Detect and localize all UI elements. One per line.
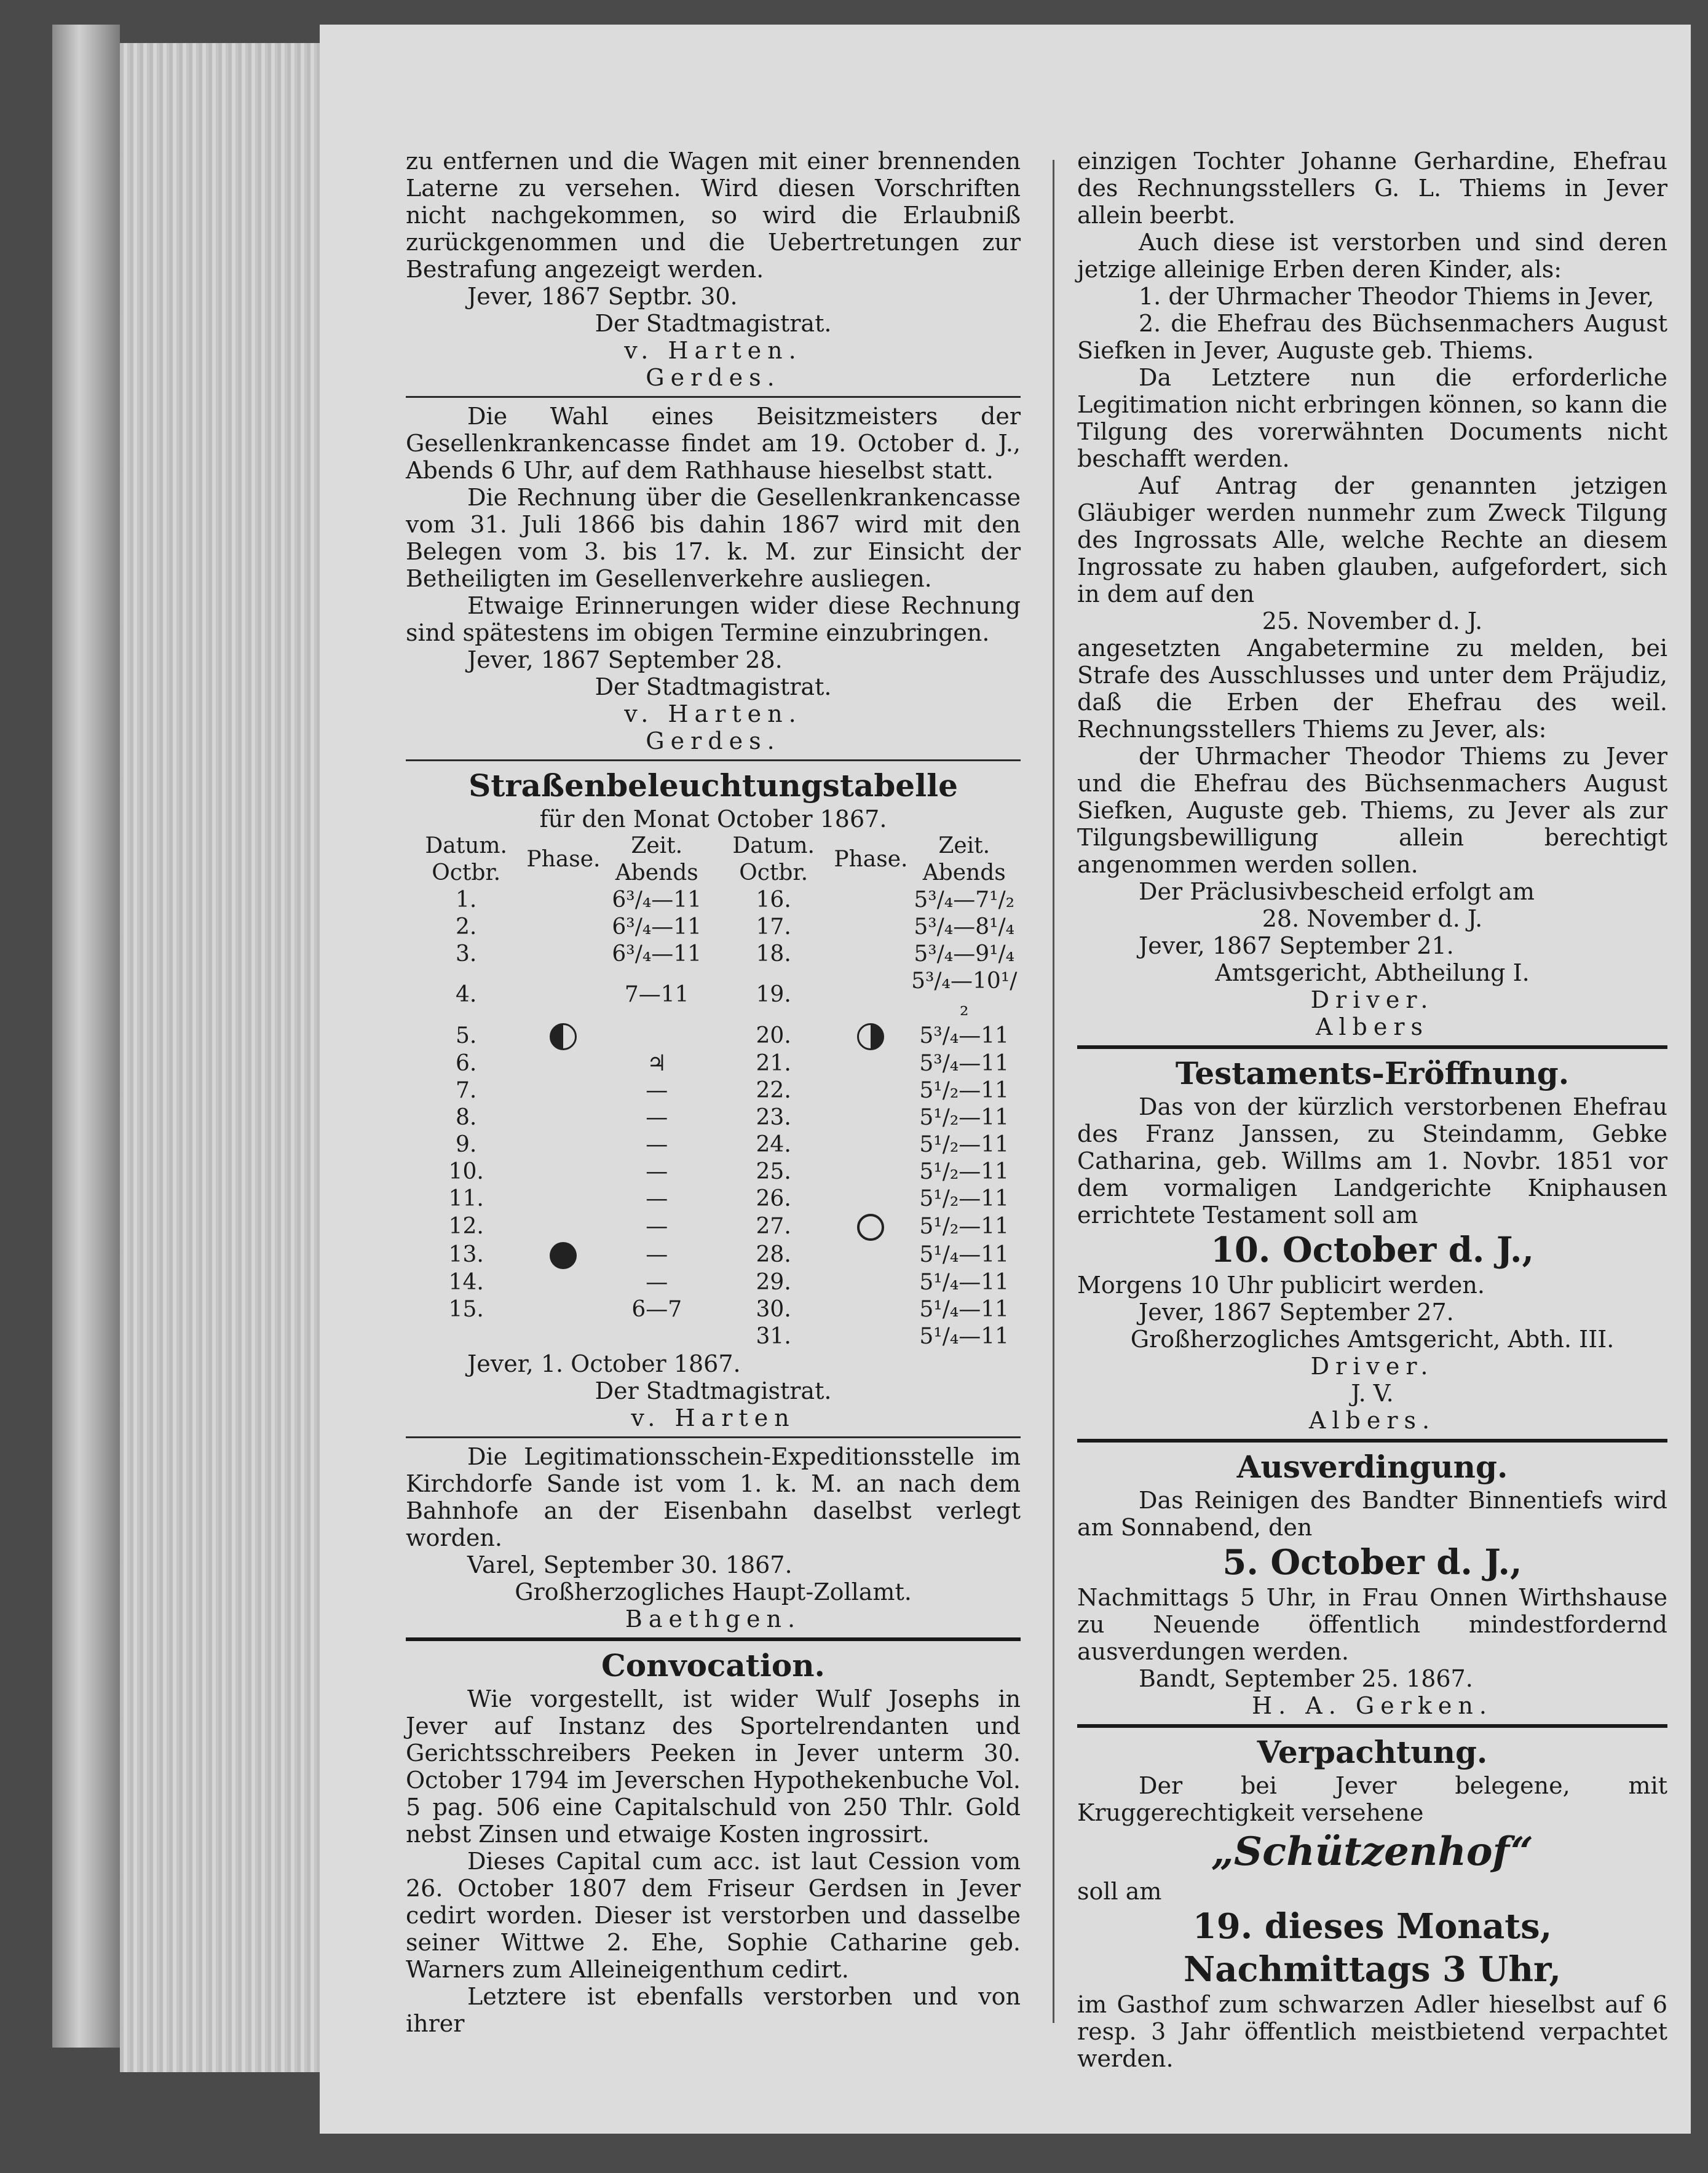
time-cell: 5¹/₂—11 xyxy=(919,1132,1010,1157)
notice-intro-secretary: Gerdes. xyxy=(646,364,781,391)
convocation-ruling-date: 28. November d. J. xyxy=(1262,905,1483,932)
moon-phase-cell xyxy=(526,914,600,941)
date-cell: 19. xyxy=(756,982,791,1007)
ausverdingung-date: 5. October d. J., xyxy=(1222,1542,1522,1583)
section-rule xyxy=(1077,1724,1667,1728)
time-cell: 5¹/₄—11 xyxy=(919,1242,1010,1267)
time-cell: 7—11 xyxy=(624,982,689,1007)
wahl-paragraph-3: Etwaige Erinnerungen wider diese Rechnung sind spätestens im obigen Termine einzubringen. xyxy=(406,592,1021,646)
section-rule xyxy=(1077,1045,1667,1049)
verpachtung-title: Verpachtung. xyxy=(1257,1734,1488,1770)
time-cell: 6³/₄—11 xyxy=(612,941,702,967)
time-cell: 5¹/₂—11 xyxy=(919,1186,1010,1211)
time-cell: 5¹/₄—11 xyxy=(919,1270,1010,1295)
testament-place-date: Jever, 1867 September 27. xyxy=(1139,1299,1454,1326)
legit-signer: Baethgen. xyxy=(625,1605,802,1633)
moon-phase-cell xyxy=(834,914,907,941)
date-cell: 29. xyxy=(756,1270,791,1295)
date-cell: 14. xyxy=(448,1270,484,1295)
convocation-place-date: Jever, 1867 September 21. xyxy=(1139,932,1454,959)
time-cell: 5³/₄—11 xyxy=(919,1051,1010,1076)
testament-paragraph: Das von der kürzlich verstorbenen Ehefrau des Franz Janssen, zu Steindamm, Gebke Catharina, geb. Willms am 1. Novbr. 1851 vor dem vormaligen Landgerichte Kniphausen errichtete Testament soll am xyxy=(1077,1093,1667,1229)
convocation-cont-6: der Uhrmacher Theodor Thiems zu Jever und die Ehefrau des Büchsenmachers August Siefken, Auguste geb. Thiems, zu Jever als zur Tilgungsbewilligung allein berechtigt angenommen werden sollen. xyxy=(1077,743,1667,878)
moon-phase-cell xyxy=(526,1050,600,1077)
wahl-paragraph-1: Die Wahl eines Beisitzmeisters der Gesellenkrankencasse findet am 19. October d. J., Abends 6 Uhr, auf dem Rathhause hieselbst statt. xyxy=(406,403,1021,484)
section-rule xyxy=(406,1637,1021,1641)
moon-phase-cell xyxy=(834,887,907,914)
header-date-2: Datum. Octbr. xyxy=(732,833,815,885)
time-cell: 5³/₄—10¹/₂ xyxy=(911,968,1018,1021)
heir-item-1: 1. der Uhrmacher Theodor Thiems in Jever, xyxy=(1139,283,1655,310)
time-cell: — xyxy=(646,1242,668,1267)
moon-phase-cell xyxy=(834,1104,907,1131)
section-rule xyxy=(1077,1439,1667,1443)
convocation-court: Amtsgericht, Abtheilung I. xyxy=(1215,959,1530,986)
lighting-table-row xyxy=(406,1269,1021,1296)
testament-title: Testaments-Eröffnung. xyxy=(1175,1055,1570,1091)
time-cell: ♃ xyxy=(647,1051,667,1076)
moon-phase-cell xyxy=(834,941,907,968)
time-cell: — xyxy=(646,1078,668,1103)
lighting-table-row xyxy=(406,1022,1021,1050)
header-phase-1: Phase. xyxy=(526,847,601,872)
time-cell: — xyxy=(646,1214,668,1239)
date-cell: 16. xyxy=(756,887,791,912)
section-rule xyxy=(406,396,1021,398)
convocation-clerk: Albers xyxy=(1315,1013,1429,1040)
lighting-table-row xyxy=(406,1323,1021,1350)
wahl-secretary: Gerdes. xyxy=(646,727,781,754)
lighting-table-row xyxy=(406,1050,1021,1077)
date-cell: 26. xyxy=(756,1186,791,1211)
moon-phase-cell xyxy=(526,1022,600,1050)
lighting-table-row xyxy=(406,1213,1021,1241)
lighting-table-header xyxy=(406,833,1021,887)
lighting-table-body xyxy=(406,887,1021,1350)
column-divider xyxy=(1053,160,1054,2023)
moon-phase-cell xyxy=(526,1296,600,1323)
notice-intro-date: Jever, 1867 Septbr. 30. xyxy=(467,283,738,310)
table-signer: Der Stadtmagistrat. xyxy=(595,1377,832,1404)
date-cell: 22. xyxy=(756,1078,791,1103)
lighting-table-row xyxy=(406,1077,1021,1104)
moon-phase-cell xyxy=(834,1241,907,1269)
section-rule xyxy=(406,1436,1021,1438)
right-column xyxy=(1077,148,1667,2072)
legit-paragraph: Die Legitimationsschein-Expeditionsstelle im Kirchdorfe Sande ist vom 1. k. M. an nach dem Bahnhofe an der Eisenbahn daselbst verlegt worden. xyxy=(406,1443,1021,1551)
moon-phase-cell xyxy=(834,968,907,1022)
lighting-table xyxy=(406,833,1021,1350)
date-cell xyxy=(406,1323,526,1350)
lighting-table-row xyxy=(406,914,1021,941)
verpachtung-property-name: „Schützenhof“ xyxy=(1211,1829,1533,1875)
lighting-table-title: Straßenbeleuchtungstabelle xyxy=(469,767,958,804)
wahl-paragraph-2: Die Rechnung über die Gesellenkrankencasse vom 31. Juli 1866 bis dahin 1867 wird mit den Belegen vom 3. bis 17. k. M. zur Einsicht der Betheiligten im Gesellenverkehre ausliegen. xyxy=(406,484,1021,592)
date-cell: 8. xyxy=(456,1105,477,1130)
table-date: Jever, 1. October 1867. xyxy=(467,1350,741,1377)
date-cell: 10. xyxy=(448,1159,484,1184)
convocation-judge: Driver. xyxy=(1310,986,1434,1013)
ausverdingung-paragraph: Das Reinigen des Bandter Binnentiefs wird am Sonnabend, den xyxy=(1077,1487,1667,1541)
lighting-table-row xyxy=(406,1158,1021,1185)
time-cell: — xyxy=(646,1270,668,1295)
date-cell: 4. xyxy=(456,982,477,1007)
header-phase-2: Phase. xyxy=(834,847,908,872)
date-cell: 28. xyxy=(756,1242,791,1267)
moon-phase-cell xyxy=(526,1077,600,1104)
page-edges xyxy=(120,43,323,2072)
lighting-table-row xyxy=(406,941,1021,968)
moon-phase-cell xyxy=(526,1131,600,1158)
lighting-table-row xyxy=(406,887,1021,914)
moon-half-icon xyxy=(550,1023,577,1050)
verpachtung-paragraph: Der bei Jever belegene, mit Kruggerechtigkeit versehene xyxy=(1077,1772,1667,1826)
lighting-table-row xyxy=(406,1185,1021,1213)
time-cell: 5³/₄—11 xyxy=(919,1023,1010,1048)
moon-phase-cell xyxy=(526,1104,600,1131)
date-cell: 12. xyxy=(448,1214,484,1239)
verpachtung-date: 19. dieses Monats, xyxy=(1192,1906,1552,1947)
time-cell: — xyxy=(646,1159,668,1184)
date-cell: 13. xyxy=(448,1242,484,1267)
legit-office: Großherzogliches Haupt-Zollamt. xyxy=(515,1578,912,1605)
moon-phase-cell xyxy=(834,1185,907,1213)
legit-date: Varel, September 30. 1867. xyxy=(467,1551,793,1578)
moon-wane-icon xyxy=(857,1023,884,1050)
convocation-cont-7: Der Präclusivbescheid erfolgt am xyxy=(1139,878,1535,905)
wahl-signer: Der Stadtmagistrat. xyxy=(595,673,832,700)
moon-new-icon xyxy=(857,1214,884,1241)
moon-phase-cell xyxy=(834,1213,907,1241)
date-cell: 9. xyxy=(456,1132,477,1157)
time-cell: 5¹/₂—11 xyxy=(919,1105,1010,1130)
convocation-cont-3: Da Letztere nun die erforderliche Legitimation nicht erbringen können, so kann die Tilgung des vorerwähnten Documents nicht beschafft werden. xyxy=(1077,364,1667,472)
convocation-cont-5: angesetzten Angabetermine zu melden, bei Strafe des Ausschlusses und unter dem Präjudiz, daß die Erben der Ehefrau des weil. Rechnungsstellers Thiems zu Jever, als: xyxy=(1077,635,1667,743)
ausverdingung-title: Ausverdingung. xyxy=(1236,1449,1508,1485)
time-cell: 6³/₄—11 xyxy=(612,914,702,940)
date-cell: 17. xyxy=(756,914,791,940)
wahl-signer-name: v. Harten. xyxy=(624,700,802,727)
time-cell: 6³/₄—11 xyxy=(612,887,702,912)
section-rule xyxy=(406,759,1021,761)
time-cell: 5³/₄—8¹/₄ xyxy=(914,914,1015,940)
header-time-2: Zeit. Abends xyxy=(922,833,1006,885)
moon-phase-cell xyxy=(834,1131,907,1158)
moon-phase-cell xyxy=(526,968,600,1022)
moon-phase-cell xyxy=(526,941,600,968)
moon-phase-cell xyxy=(834,1158,907,1185)
time-cell: 5³/₄—9¹/₄ xyxy=(914,941,1015,967)
convocation-paragraph-1: Wie vorgestellt, ist wider Wulf Josephs in Jever auf Instanz des Sportelrendanten und Gerichtsschreibers Peeken in Jever unterm 30. October 1794 im Jeverschen Hypothekenbuche Vol. 5 pag. 506 eine Capitalschuld von 250 Thlr. Gold nebst Zinsen und etwaige Kosten ingrossirt. xyxy=(406,1685,1021,1848)
time-cell: — xyxy=(646,1186,668,1211)
moon-phase-cell xyxy=(526,1213,600,1241)
book-spine xyxy=(52,25,120,2048)
time-cell: — xyxy=(646,1105,668,1130)
convocation-deadline: 25. November d. J. xyxy=(1262,608,1483,635)
notice-intro: zu entfernen und die Wagen mit einer brennenden Laterne zu versehen. Wird diesen Vorschriften nicht nachgekommen, so wird die Erlaubniß zurückgenommen und die Uebertretungen zur Bestrafung angezeigt werden. xyxy=(406,148,1021,283)
testament-judge: Driver. xyxy=(1310,1353,1434,1380)
date-cell: 18. xyxy=(756,941,791,967)
date-cell: 27. xyxy=(756,1214,791,1239)
lighting-table-row xyxy=(406,1296,1021,1323)
notice-intro-signer: Der Stadtmagistrat. xyxy=(595,310,832,337)
lighting-table-row xyxy=(406,968,1021,1022)
moon-phase-cell xyxy=(834,1296,907,1323)
convocation-cont-4: Auf Antrag der genannten jetzigen Gläubiger werden nunmehr zum Zweck Tilgung des Ingrossats Alle, welche Rechte an diesem Ingrossate zu haben glauben, aufgefordert, sich in dem auf den xyxy=(1077,472,1667,608)
convocation-paragraph-3: Letztere ist ebenfalls verstorben und von ihrer xyxy=(406,1983,1021,2037)
lighting-table-row xyxy=(406,1104,1021,1131)
time-cell: 5¹/₄—11 xyxy=(919,1324,1010,1349)
header-time-1: Zeit. Abends xyxy=(615,833,698,885)
date-cell: 31. xyxy=(756,1324,791,1349)
header-date-1: Datum. Octbr. xyxy=(425,833,507,885)
date-cell: 2. xyxy=(456,914,477,940)
moon-full-icon xyxy=(550,1242,577,1269)
left-column xyxy=(406,148,1021,2037)
date-cell: 1. xyxy=(456,887,477,912)
time-cell: 5¹/₂—11 xyxy=(919,1078,1010,1103)
testament-jv: J. V. xyxy=(1351,1380,1394,1407)
convocation-paragraph-2: Dieses Capital cum acc. ist laut Cession vom 26. October 1807 dem Friseur Gerdsen in Jever cedirt worden. Dieser ist verstorben und dasselbe seiner Wittwe 2. Ehe, Sophie Catharine geb. Warners zum Alleineigenthum cedirt. xyxy=(406,1848,1021,1983)
table-signer-name: v. Harten xyxy=(631,1404,796,1431)
date-cell: 3. xyxy=(456,941,477,967)
moon-phase-cell xyxy=(834,1022,907,1050)
verpachtung-paragraph-2: im Gasthof zum schwarzen Adler hieselbst auf 6 resp. 3 Jahr öffentlich meistbietend verpachtet werden. xyxy=(1077,1991,1667,2072)
wahl-date: Jever, 1867 September 28. xyxy=(467,646,783,673)
moon-phase-cell xyxy=(526,887,600,914)
date-cell: 11. xyxy=(448,1186,484,1211)
moon-phase-cell xyxy=(834,1050,907,1077)
time-cell: 6—7 xyxy=(631,1297,682,1322)
date-cell: 5. xyxy=(456,1023,477,1048)
ausverdingung-place-date: Bandt, September 25. 1867. xyxy=(1139,1665,1473,1692)
ausverdingung-paragraph-2: Nachmittags 5 Uhr, in Frau Onnen Wirthshause zu Neuende öffentlich mindestfordernd ausverdungen werden. xyxy=(1077,1584,1667,1665)
moon-phase-cell xyxy=(834,1269,907,1296)
moon-phase-cell xyxy=(526,1323,600,1350)
time-cell: 5¹/₂—11 xyxy=(919,1159,1010,1184)
verpachtung-soll: soll am xyxy=(1077,1878,1162,1905)
time-cell xyxy=(600,1022,713,1050)
convocation-title: Convocation. xyxy=(601,1647,825,1684)
time-cell: 5¹/₄—11 xyxy=(919,1297,1010,1322)
moon-phase-cell xyxy=(834,1077,907,1104)
date-cell: 30. xyxy=(756,1297,791,1322)
date-cell: 15. xyxy=(448,1297,484,1322)
verpachtung-time: Nachmittags 3 Uhr, xyxy=(1184,1949,1561,1990)
date-cell: 25. xyxy=(756,1159,791,1184)
date-cell: 7. xyxy=(456,1078,477,1103)
moon-phase-cell xyxy=(834,1323,907,1350)
time-cell xyxy=(600,1323,713,1350)
testament-paragraph-2: Morgens 10 Uhr publicirt werden. xyxy=(1077,1272,1485,1299)
moon-phase-cell xyxy=(526,1185,600,1213)
moon-phase-cell xyxy=(526,1241,600,1269)
date-cell: 23. xyxy=(756,1105,791,1130)
testament-clerk: Albers. xyxy=(1308,1407,1436,1434)
lighting-table-subtitle: für den Monat October 1867. xyxy=(539,805,887,833)
time-cell: 5¹/₂—11 xyxy=(919,1214,1010,1239)
date-cell: 21. xyxy=(756,1051,791,1076)
time-cell: 5³/₄—7¹/₂ xyxy=(914,887,1015,912)
date-cell: 24. xyxy=(756,1132,791,1157)
date-cell: 6. xyxy=(456,1051,477,1076)
lighting-table-row xyxy=(406,1131,1021,1158)
time-cell: — xyxy=(646,1132,668,1157)
heir-item-2: 2. die Ehefrau des Büchsenmachers August Siefken in Jever, Auguste geb. Thiems. xyxy=(1077,310,1667,364)
notice-intro-signer-name: v. Harten. xyxy=(624,337,802,364)
moon-phase-cell xyxy=(526,1269,600,1296)
lighting-table-row xyxy=(406,1241,1021,1269)
moon-phase-cell xyxy=(526,1158,600,1185)
testament-court: Großherzogliches Amtsgericht, Abth. III. xyxy=(1130,1326,1615,1353)
convocation-cont-2: Auch diese ist verstorben und sind deren jetzige alleinige Erben deren Kinder, als: xyxy=(1077,229,1667,283)
ausverdingung-signer: H. A. Gerken. xyxy=(1252,1692,1493,1719)
testament-date: 10. October d. J., xyxy=(1210,1230,1535,1270)
convocation-cont-1: einzigen Tochter Johanne Gerhardine, Ehefrau des Rechnungsstellers G. L. Thiems in Jever allein beerbt. xyxy=(1077,148,1667,229)
date-cell: 20. xyxy=(756,1023,791,1048)
